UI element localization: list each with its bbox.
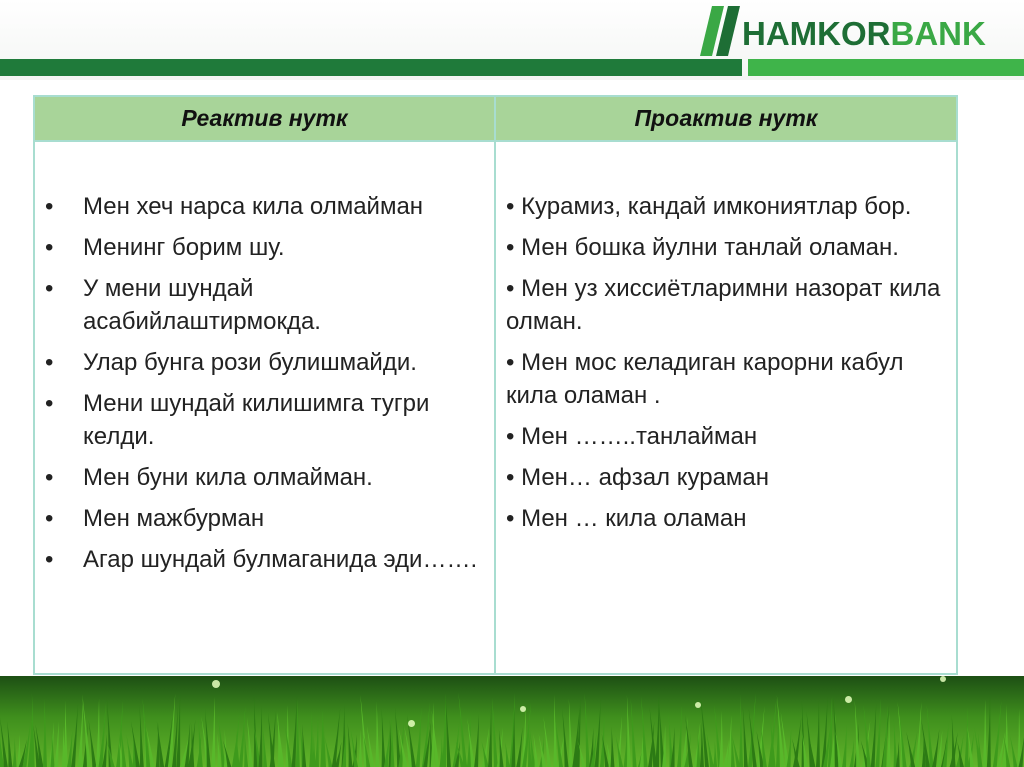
list-item-text: Улар бунга рози булишмайди. <box>83 349 417 376</box>
grass-blade <box>107 740 115 767</box>
list-item-text: Агар шундай булмаганида эди……. <box>83 546 478 573</box>
logo-slash-icon <box>700 6 744 56</box>
grass-blade <box>492 697 498 767</box>
header-stripe-dark <box>0 59 742 76</box>
bullet-icon: • <box>45 349 54 376</box>
logo-text-hamkor: HAMKOR <box>742 15 891 52</box>
grass-blade <box>416 707 422 767</box>
list-item-text: Мен буни кила олмайман. <box>83 464 373 491</box>
reactive-list <box>35 142 494 576</box>
grass-blade <box>585 693 590 767</box>
grass-blade <box>96 698 100 767</box>
grass-icon <box>0 676 1024 767</box>
grass-footer-image <box>0 676 1024 767</box>
grass-blade <box>309 711 313 767</box>
grass-blade <box>915 702 921 767</box>
grass-blade <box>325 737 333 767</box>
grass-blade <box>142 698 150 767</box>
grass-blade <box>474 714 479 767</box>
list-item <box>45 346 484 379</box>
list-item: • Мен мос келадиган карорни кабул кила оламан . <box>506 349 904 409</box>
bullet-icon: • <box>45 505 54 532</box>
grass-blade <box>185 722 191 767</box>
list-item-text: Менинг борим шу. <box>83 234 285 261</box>
grass-blade <box>743 706 748 767</box>
list-item-text: Мен хеч нарса кила олмайман <box>83 193 424 220</box>
grass-blade <box>348 723 353 767</box>
bullet-icon: • <box>45 234 54 261</box>
light-glow <box>845 696 852 703</box>
grass-blade <box>211 697 215 767</box>
grass-blade <box>983 699 987 767</box>
grass-blade <box>1010 736 1017 767</box>
list-item: • Мен бошка йулни танлай оламан. <box>506 234 899 261</box>
grass-blade <box>850 740 854 767</box>
grass-blade <box>382 708 386 767</box>
grass-blade <box>375 701 379 767</box>
grass-blade <box>677 705 682 767</box>
grass-blade <box>292 696 298 767</box>
grass-blade <box>64 700 68 767</box>
grass-blade <box>126 735 133 767</box>
grass-blade <box>13 738 17 767</box>
grass-blade <box>624 728 628 767</box>
list-item <box>45 461 484 494</box>
grass-blade <box>569 698 573 767</box>
grass-blade <box>816 701 820 767</box>
grass-blade <box>244 728 248 767</box>
grass-blade <box>739 694 743 767</box>
grass-blade <box>610 726 614 767</box>
comparison-table <box>33 95 958 675</box>
grass-blade <box>894 719 898 767</box>
grass-blade <box>54 721 59 767</box>
list-item <box>45 190 484 223</box>
table-body-row <box>34 141 957 674</box>
grass-blade <box>67 730 72 767</box>
list-item: • Мен ……..танлайман <box>506 423 758 450</box>
grass-blade <box>842 725 847 767</box>
list-item-text: У мени шундай асабийлаштирмокда. <box>83 275 321 335</box>
grass-blade <box>51 731 55 767</box>
bullet-icon: • <box>45 390 54 417</box>
list-item: • Мен уз хиссиётларимни назорат кила олман. <box>506 275 941 335</box>
grass-blade <box>82 694 91 767</box>
proactive-list <box>496 142 956 535</box>
list-item <box>45 231 484 264</box>
grass-blade <box>776 709 780 767</box>
list-item-text: Мени шундай килишимга тугри келди. <box>83 390 430 450</box>
grass-blade <box>600 715 604 767</box>
grass-blade <box>631 698 637 767</box>
bullet-icon: • <box>45 546 54 573</box>
grass-blade <box>875 698 880 767</box>
list-item: • Мен … кила оламан <box>506 505 747 532</box>
grass-blade <box>445 695 451 767</box>
reactive-cell <box>34 141 495 674</box>
list-item <box>45 387 484 453</box>
grass-blade <box>727 715 731 767</box>
hamkorbank-logo <box>700 4 1000 56</box>
grass-blade <box>315 716 319 767</box>
list-item <box>45 272 484 338</box>
light-glow <box>408 720 415 727</box>
grass-blade <box>899 712 907 767</box>
proactive-cell <box>495 141 957 674</box>
grass-blade <box>358 729 362 767</box>
logo-text-bank: BANK <box>890 15 986 52</box>
grass-blade <box>871 703 877 767</box>
grass-blade <box>562 709 568 767</box>
grass-blade <box>505 742 510 767</box>
grass-blade <box>543 716 551 767</box>
grass-blade <box>302 724 306 767</box>
grass-blade <box>263 724 268 767</box>
grass-blade <box>140 705 144 767</box>
header-proactive: Проактив нутк <box>495 96 957 141</box>
grass-blade <box>43 698 47 767</box>
light-glow <box>695 702 701 708</box>
logo-wordmark <box>742 14 986 54</box>
light-glow <box>520 706 526 712</box>
list-item <box>45 502 484 535</box>
grass-blade <box>488 704 492 767</box>
light-glow <box>940 676 946 682</box>
grass-blade <box>17 734 21 767</box>
bullet-icon: • <box>45 464 54 491</box>
header-reactive: Реактив нутк <box>34 96 495 141</box>
grass-blade <box>539 734 547 767</box>
grass-blade <box>131 721 140 767</box>
grass-blade <box>987 695 991 767</box>
grass-blade <box>952 715 956 767</box>
grass-blade <box>627 695 631 767</box>
list-item: • Курамиз, кандай имкониятлар бор. <box>506 193 912 220</box>
grass-blade <box>190 724 194 767</box>
grass-blade <box>7 721 12 767</box>
grass-blade <box>516 727 522 767</box>
table-header-row <box>34 96 957 141</box>
grass-blade <box>247 717 253 767</box>
grass-blade <box>713 741 717 767</box>
grass-blade <box>594 700 600 767</box>
header-stripe-light <box>748 59 1024 76</box>
grass-blade <box>964 707 968 767</box>
list-item: • Мен… афзал кураман <box>506 464 770 491</box>
bullet-icon: • <box>45 275 54 302</box>
list-item <box>45 543 484 576</box>
light-glow <box>212 680 220 688</box>
list-item-text: Мен мажбурман <box>83 505 265 532</box>
bullet-icon: • <box>45 193 54 220</box>
